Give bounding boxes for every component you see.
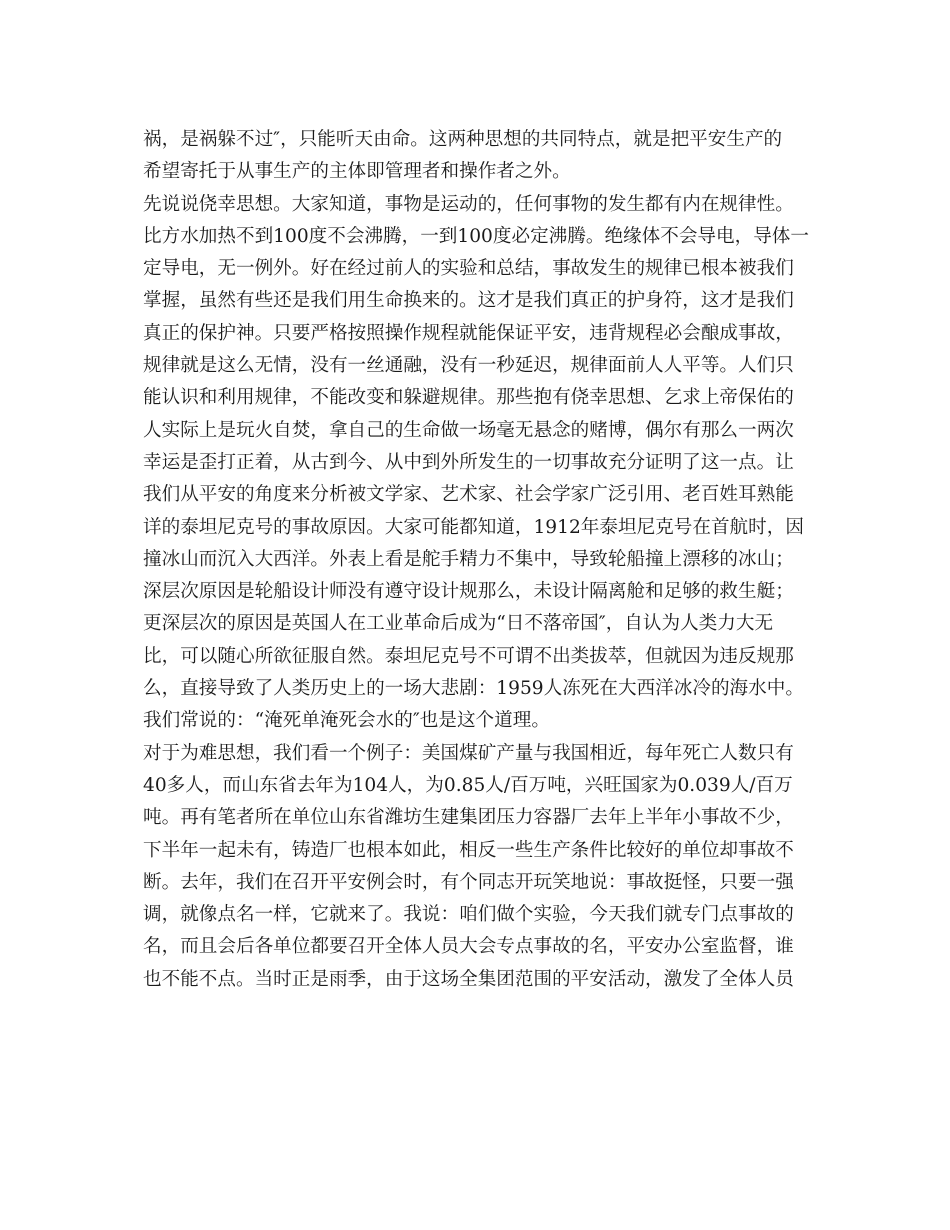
text-line: 调，就像点名一样，它就来了。我说：咱们做个实验，今天我们就专门点事故的 bbox=[143, 904, 794, 926]
text-line: 比方水加热不到100度不会沸腾，一到100度必定沸腾。绝缘体不会导电，导体一 bbox=[143, 225, 809, 247]
text-line: 希望寄托于从事生产的主体即管理者和操作者之外。 bbox=[143, 161, 571, 183]
text-line: 真正的保护神。只要严格按照操作规程就能保证平安，违背规程必会酿成事故， bbox=[143, 322, 794, 344]
text-line: 下半年一起未有，铸造厂也根本如此，相反一些生产条件比较好的单位却事故不 bbox=[143, 839, 794, 861]
text-line: 对于为难思想，我们看一个例子：美国煤矿产量与我国相近，每年死亡人数只有 bbox=[143, 742, 794, 764]
text-line: 深层次原因是轮船设计师没有遵守设计规那么，未设计隔离舱和足够的救生艇； bbox=[143, 581, 794, 603]
document-body bbox=[143, 124, 823, 996]
text-line: 我们常说的：“淹死单淹死会水的″也是这个道理。 bbox=[143, 710, 550, 732]
text-line: 比，可以随心所欲征服自然。泰坦尼克号不可谓不出类拔萃，但就因为违反规那 bbox=[143, 645, 794, 667]
text-line: 定导电，无一例外。好在经过前人的实验和总结，事故发生的规律已根本被我们 bbox=[143, 258, 794, 280]
text-line: 祸，是祸躲不过″，只能听天由命。这两种思想的共同特点，就是把平安生产的 bbox=[143, 129, 783, 150]
text-line: 也不能不点。当时正是雨季，由于这场全集团范围的平安活动，激发了全体人员 bbox=[143, 968, 794, 990]
text-line: 我们从平安的角度来分析被文学家、艺术家、社会学家广泛引用、老百姓耳熟能 bbox=[143, 484, 794, 506]
text-line: 详的泰坦尼克号的事故原因。大家可能都知道，1912年泰坦尼克号在首航时，因 bbox=[143, 516, 804, 538]
text-line: 断。去年，我们在召开平安例会时，有个同志开玩笑地说：事故挺怪，只要一强 bbox=[143, 871, 794, 893]
text-line: 更深层次的原因是英国人在工业革命后成为“日不落帝国″，自认为人类力大无 bbox=[143, 613, 774, 635]
text-line: 40多人，而山东省去年为104人，为0.85人/百万吨，兴旺国家为0.039人/百万 bbox=[143, 774, 793, 796]
text-line: 幸运是歪打正着，从古到今、从中到外所发生的一切事故充分证明了这一点。让 bbox=[143, 451, 794, 473]
text-line: 人实际上是玩火自焚，拿自己的生命做一场毫无悬念的赌博，偶尔有那么一两次 bbox=[143, 419, 794, 441]
text-line: 先说说侥幸思想。大家知道，事物是运动的，任何事物的发生都有内在规律性。 bbox=[143, 193, 794, 215]
text-line: 吨。再有笔者所在单位山东省潍坊生建集团压力容器厂去年上半年小事故不少， bbox=[143, 807, 794, 829]
text-line: 名，而且会后各单位都要召开全体人员大会专点事故的名，平安办公室监督，谁 bbox=[143, 936, 794, 958]
text-line: 撞冰山而沉入大西洋。外表上看是舵手精力不集中，导致轮船撞上漂移的冰山； bbox=[143, 548, 794, 570]
text-line: 掌握，虽然有些还是我们用生命换来的。这才是我们真正的护身符，这才是我们 bbox=[143, 290, 794, 312]
text-line: 么，直接导致了人类历史上的一场大悲剧：1959人冻死在大西洋冰冷的海水中。 bbox=[143, 678, 804, 700]
text-line: 规律就是这么无情，没有一丝通融，没有一秒延迟，规律面前人人平等。人们只 bbox=[143, 355, 794, 377]
text-line: 能认识和利用规律，不能改变和躲避规律。那些抱有侥幸思想、乞求上帝保佑的 bbox=[143, 387, 794, 409]
